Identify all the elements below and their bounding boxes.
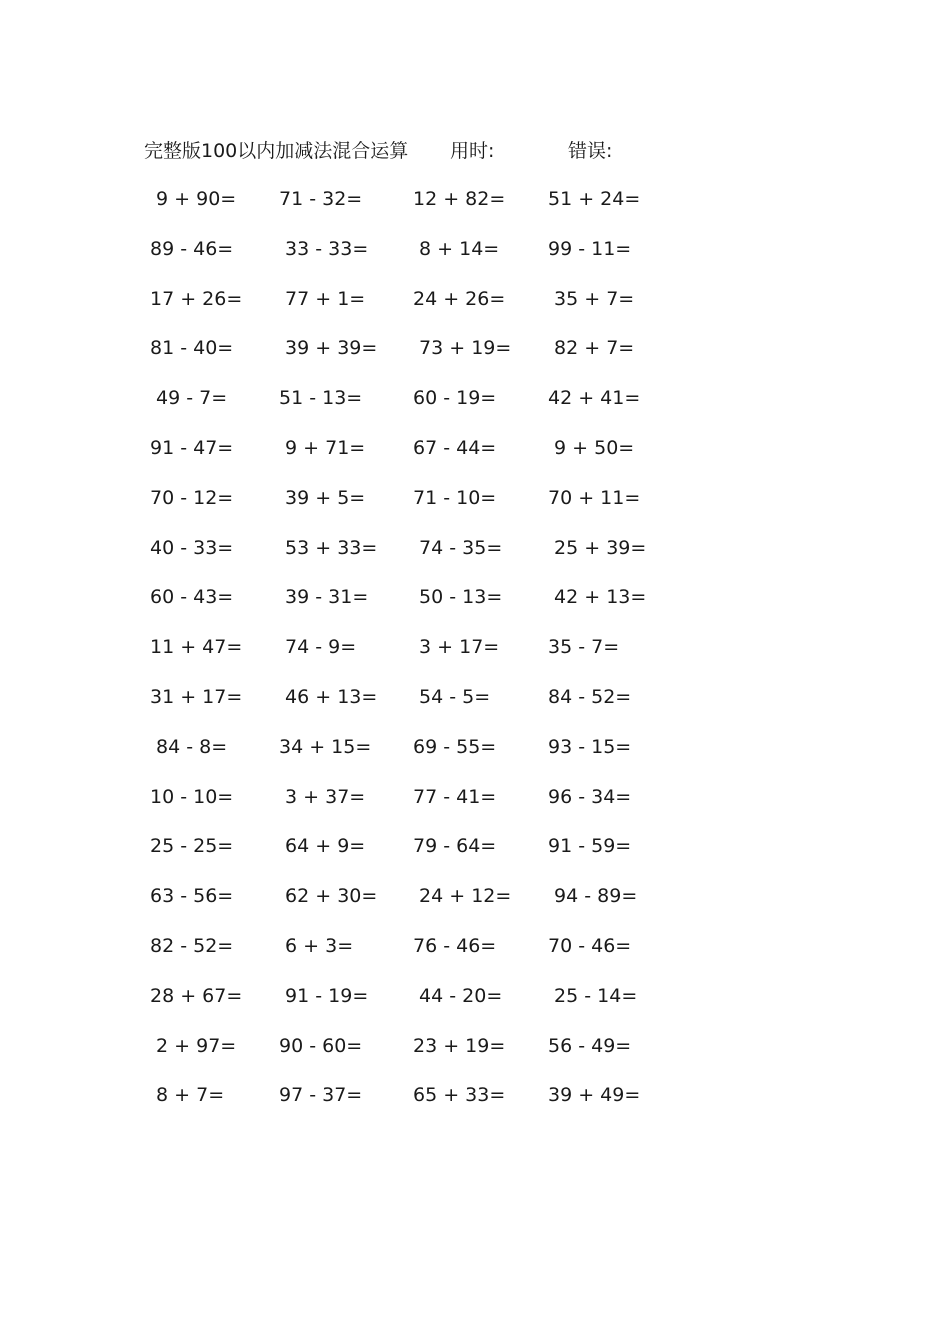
problem-cell: 82 + 7= — [548, 337, 635, 360]
problem-cell: 12 + 82= — [413, 188, 506, 210]
problem-row — [0, 732, 950, 762]
problem-cell: 97 - 37= — [279, 1084, 363, 1107]
problem-row — [0, 831, 950, 861]
problem-row — [0, 433, 950, 463]
problem-cell: 10 - 10= — [150, 785, 234, 808]
problem-cell: 42 + 41= — [548, 387, 641, 410]
problem-cell: 31 + 17= — [150, 686, 243, 708]
problem-cell: 56 - 49= — [548, 1034, 632, 1057]
problem-cell: 35 + 7= — [548, 287, 635, 310]
problem-cell: 91 - 47= — [150, 437, 234, 459]
problem-row — [0, 931, 950, 961]
problem-cell: 99 - 11= — [548, 237, 632, 260]
problem-cell: 9 + 50= — [548, 437, 635, 459]
problem-row — [0, 981, 950, 1011]
problem-cell: 76 - 46= — [413, 935, 497, 957]
problem-cell: 54 - 5= — [413, 686, 491, 708]
problem-cell: 42 + 13= — [548, 586, 647, 609]
problem-cell: 35 - 7= — [548, 636, 620, 659]
problem-cell: 84 - 8= — [150, 735, 228, 758]
problem-cell: 93 - 15= — [548, 735, 632, 758]
problem-cell: 82 - 52= — [150, 935, 234, 957]
problem-cell: 25 + 39= — [548, 536, 647, 559]
problem-cell: 79 - 64= — [413, 835, 497, 858]
problem-cell: 71 - 10= — [413, 486, 497, 509]
problem-row — [0, 383, 950, 413]
problem-cell: 63 - 56= — [150, 885, 234, 908]
problem-cell: 17 + 26= — [150, 287, 243, 310]
problem-cell: 90 - 60= — [279, 1034, 363, 1057]
problem-cell: 9 + 71= — [279, 437, 366, 459]
time-label: 用时: — [450, 140, 495, 162]
problem-cell: 33 - 33= — [279, 237, 369, 260]
problem-cell: 77 - 41= — [413, 785, 497, 808]
problem-cell: 62 + 30= — [279, 885, 378, 908]
problem-cell: 60 - 19= — [413, 387, 497, 410]
problem-row — [0, 1080, 950, 1110]
problem-cell: 24 + 26= — [413, 287, 506, 310]
problem-cell: 94 - 89= — [548, 885, 638, 908]
problem-cell: 3 + 17= — [413, 636, 500, 659]
problem-cell: 73 + 19= — [413, 337, 512, 360]
problem-cell: 70 - 12= — [150, 486, 234, 509]
problem-row — [0, 533, 950, 563]
error-label: 错误: — [568, 140, 613, 162]
problem-cell: 91 - 19= — [279, 984, 369, 1007]
problem-row — [0, 632, 950, 662]
problem-cell: 91 - 59= — [548, 835, 632, 858]
problem-cell: 81 - 40= — [150, 337, 234, 360]
problem-cell: 51 + 24= — [548, 188, 641, 210]
problem-cell: 89 - 46= — [150, 237, 234, 260]
problem-cell: 69 - 55= — [413, 735, 497, 758]
problem-cell: 11 + 47= — [150, 636, 243, 659]
problem-cell: 39 + 5= — [279, 486, 366, 509]
problem-cell: 8 + 14= — [413, 237, 500, 260]
problem-row — [0, 682, 950, 712]
problem-cell: 53 + 33= — [279, 536, 378, 559]
problem-row — [0, 333, 950, 363]
problem-cell: 67 - 44= — [413, 437, 497, 459]
problem-cell: 50 - 13= — [413, 586, 503, 609]
problem-cell: 23 + 19= — [413, 1034, 506, 1057]
worksheet-title: 完整版100以内加减法混合运算 — [144, 140, 409, 162]
problem-row — [0, 483, 950, 513]
problem-cell: 2 + 97= — [150, 1034, 237, 1057]
problem-row — [0, 1031, 950, 1061]
problem-cell: 8 + 7= — [150, 1084, 225, 1107]
problem-cell: 46 + 13= — [279, 686, 378, 708]
problem-cell: 65 + 33= — [413, 1084, 506, 1107]
problem-cell: 6 + 3= — [279, 935, 354, 957]
problem-cell: 34 + 15= — [279, 735, 372, 758]
problem-cell: 70 + 11= — [548, 486, 641, 509]
problem-cell: 25 - 14= — [548, 984, 638, 1007]
problem-cell: 64 + 9= — [279, 835, 366, 858]
problem-cell: 24 + 12= — [413, 885, 512, 908]
problem-cell: 28 + 67= — [150, 984, 243, 1007]
problem-row — [0, 881, 950, 911]
problem-cell: 60 - 43= — [150, 586, 234, 609]
problem-cell: 51 - 13= — [279, 387, 363, 410]
problem-cell: 39 + 49= — [548, 1084, 641, 1107]
problem-cell: 74 - 9= — [279, 636, 357, 659]
problem-row — [0, 782, 950, 812]
problem-cell: 71 - 32= — [279, 188, 363, 210]
problem-cell: 70 - 46= — [548, 935, 632, 957]
problem-cell: 84 - 52= — [548, 686, 632, 708]
problem-cell: 74 - 35= — [413, 536, 503, 559]
problem-cell: 39 - 31= — [279, 586, 369, 609]
problem-cell: 44 - 20= — [413, 984, 503, 1007]
problem-row — [0, 284, 950, 314]
problem-cell: 77 + 1= — [279, 287, 366, 310]
problem-cell: 40 - 33= — [150, 536, 234, 559]
problem-cell: 49 - 7= — [150, 387, 228, 410]
problem-row — [0, 582, 950, 612]
problem-cell: 9 + 90= — [150, 188, 237, 210]
problem-cell: 39 + 39= — [279, 337, 378, 360]
problem-row — [0, 184, 950, 214]
problem-row — [0, 234, 950, 264]
problem-cell: 3 + 37= — [279, 785, 366, 808]
problem-cell: 25 - 25= — [150, 835, 234, 858]
problem-cell: 96 - 34= — [548, 785, 632, 808]
